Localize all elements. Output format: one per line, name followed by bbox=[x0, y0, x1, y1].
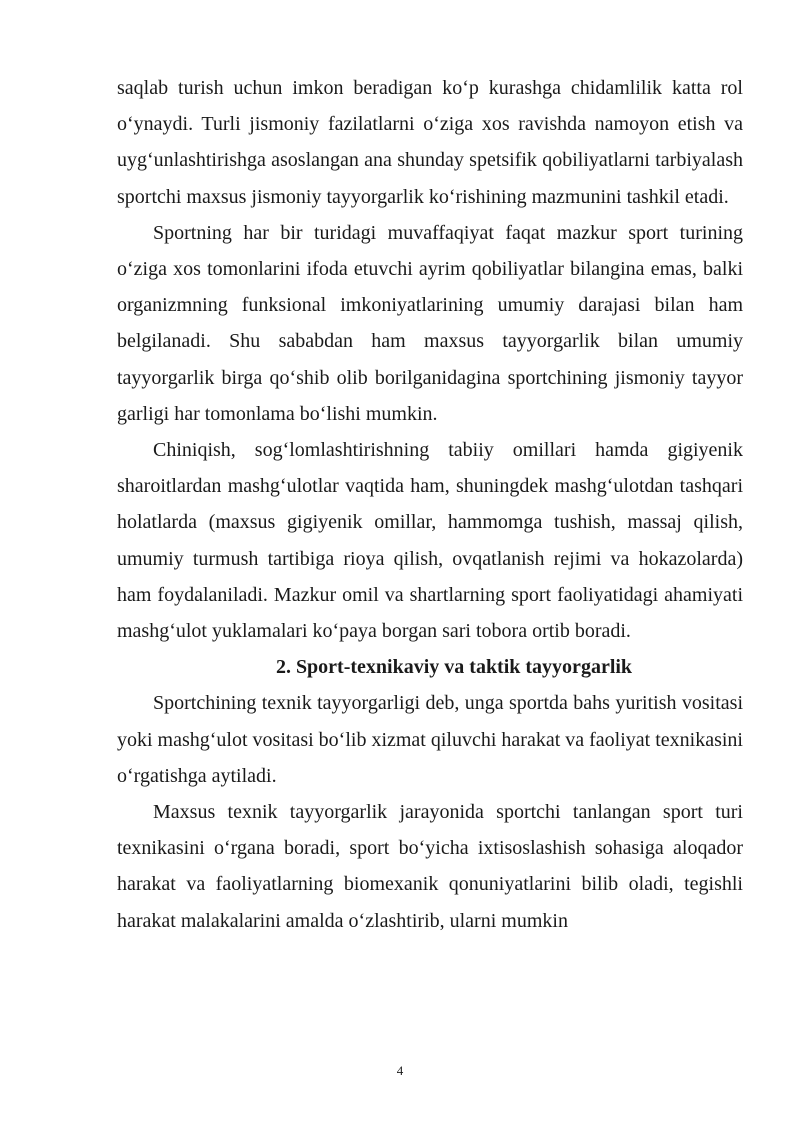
page-number: 4 bbox=[396, 1063, 404, 1078]
paragraph-continuation: saqlab turish uchun imkon beradigan koʻp kurashga chidamlilik katta rol oʻynaydi. Turli jismoniy fazilatlarni oʻziga xos ravishda namoyon etish va uygʻunlashtirishga asoslangan ana shunday spetsifik qobiliyatlarni tarbiyalash sportchi maxsus jismoniy tayyorgarlik koʻrishining mazmunini tashkil etadi. bbox=[117, 77, 743, 208]
paragraph-sport-success: Sportning har bir turidagi muvaffaqiyat faqat mazkur sport turining oʻziga xos tomonlarini ifoda etuvchi ayrim qobiliyatlar bilangina emas, balki organizmning funksional imkoniyatlarining umumiy darajasi bilan ham belgilanadi. Shu sababdan ham maxsus tayyorgarlik bilan umumiy tayyorgarlik birga qoʻshib olib borilganidagina sportchining jismoniy tayyor garligi har tomonlama boʻlishi mumkin. bbox=[117, 221, 743, 425]
section-heading: 2. Sport-texnikaviy va taktik tayyorgarlik bbox=[275, 656, 633, 679]
document-page bbox=[117, 70, 743, 939]
paragraph-technical-training: Sportchining texnik tayyorgarligi deb, unga sportda bahs yuritish vositasi yoki mashgʻulot vositasi boʻlib xizmat qiluvchi harakat va faoliyat texnikasini oʻrgatishga aytiladi. bbox=[117, 692, 743, 787]
paragraph-special-technical: Maxsus texnik tayyorgarlik jarayonida sportchi tanlangan sport turi texnikasini oʻrgana boradi, sport boʻyicha ixtisoslashish sohasiga aloqador harakat va faoliyatlarning biomexanik qonuniyatlarini bilib oladi, tegishli harakat malakalarini amalda oʻzlashtirib, ularni mumkin bbox=[117, 801, 743, 932]
paragraph-hardening: Chiniqish, sogʻlomlashtirishning tabiiy omillari hamda gigiyenik sharoitlardan mashgʻulotlar vaqtida ham, shuningdek mashgʻulotdan tashqari holatlarda (maxsus gigiyenik omillar, hammomga tushish, massaj qilish, umumiy turmush tartibiga rioya qilish, ovqatlanish rejimi va hokazolarda) ham foydalaniladi. Mazkur omil va shartlarning sport faoliyatidagi ahamiyati mashgʻulot yuklamalari koʻpaya borgan sari tobora ortib boradi. bbox=[117, 439, 743, 643]
